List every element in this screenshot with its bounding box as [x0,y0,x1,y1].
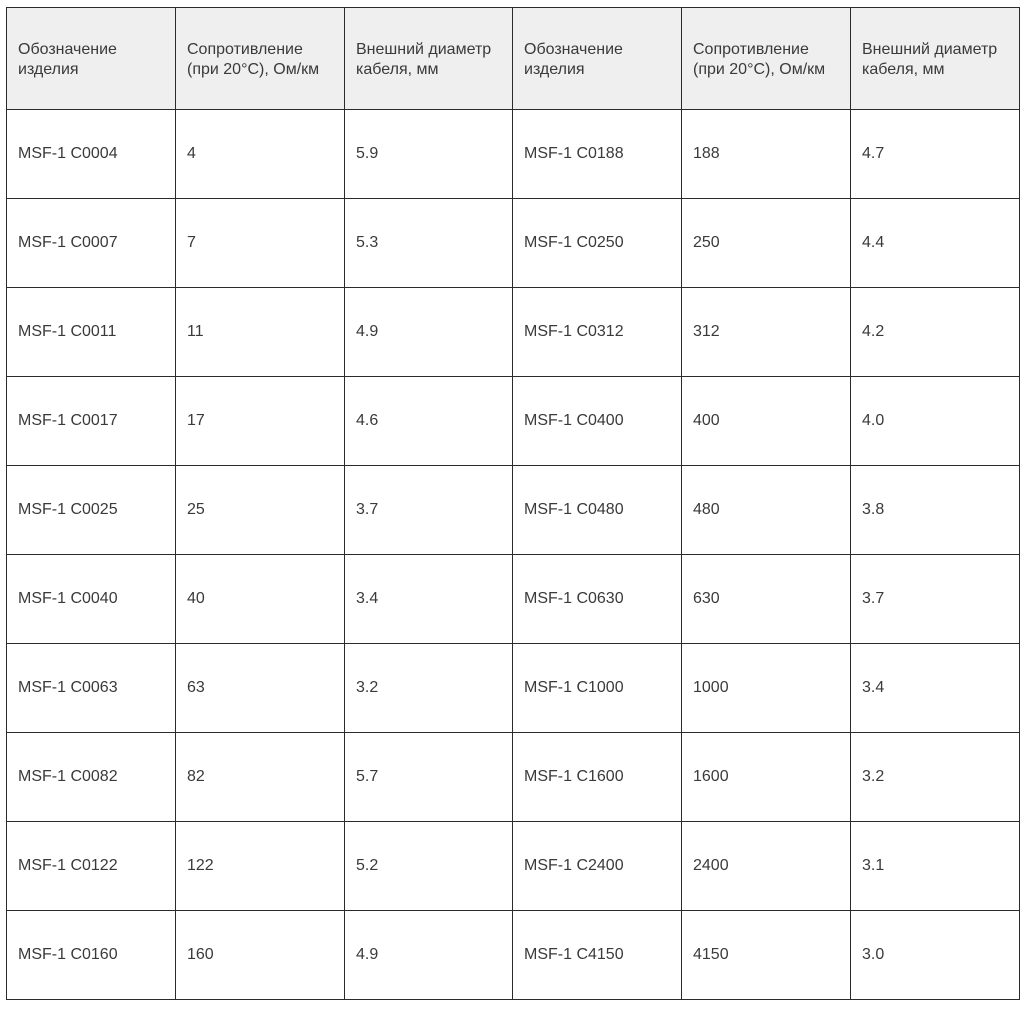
product-designation-cell: MSF-1 C0188 [513,110,682,199]
resistance-cell: 25 [176,466,345,555]
product-designation-cell: MSF-1 C0017 [7,377,176,466]
outer-diameter-cell: 3.7 [851,555,1020,644]
product-designation-cell: MSF-1 C1000 [513,644,682,733]
table-row [7,199,1020,288]
resistance-cell: 2400 [682,822,851,911]
table-row [7,377,1020,466]
product-designation-cell: MSF-1 C0122 [7,822,176,911]
outer-diameter-cell: 5.3 [345,199,513,288]
outer-diameter-cell: 3.2 [345,644,513,733]
resistance-cell: 188 [682,110,851,199]
product-designation-cell: MSF-1 C2400 [513,822,682,911]
resistance-cell: 630 [682,555,851,644]
header-product-designation-left: Обозначение изделия [7,8,176,110]
product-designation-cell: MSF-1 C0400 [513,377,682,466]
header-outer-diameter-left: Внешний диаметр кабеля, мм [345,8,513,110]
resistance-cell: 1600 [682,733,851,822]
product-designation-cell: MSF-1 C0040 [7,555,176,644]
table-row [7,911,1020,1000]
product-designation-cell: MSF-1 C0312 [513,288,682,377]
resistance-cell: 17 [176,377,345,466]
product-designation-cell: MSF-1 C0007 [7,199,176,288]
product-designation-cell: MSF-1 C0160 [7,911,176,1000]
outer-diameter-cell: 3.8 [851,466,1020,555]
resistance-cell: 82 [176,733,345,822]
outer-diameter-cell: 3.2 [851,733,1020,822]
outer-diameter-cell: 3.7 [345,466,513,555]
resistance-cell: 4150 [682,911,851,1000]
table-row [7,110,1020,199]
resistance-cell: 40 [176,555,345,644]
resistance-cell: 122 [176,822,345,911]
outer-diameter-cell: 4.9 [345,288,513,377]
product-designation-cell: MSF-1 C0480 [513,466,682,555]
outer-diameter-cell: 4.4 [851,199,1020,288]
outer-diameter-cell: 4.2 [851,288,1020,377]
resistance-cell: 480 [682,466,851,555]
product-designation-cell: MSF-1 C0063 [7,644,176,733]
resistance-cell: 400 [682,377,851,466]
table-body [7,110,1020,1000]
header-resistance-left: Сопротивление (при 20°С), Ом/км [176,8,345,110]
product-designation-cell: MSF-1 C1600 [513,733,682,822]
resistance-cell: 63 [176,644,345,733]
table-row [7,822,1020,911]
header-row [7,8,1020,110]
outer-diameter-cell: 4.7 [851,110,1020,199]
product-designation-cell: MSF-1 C0025 [7,466,176,555]
resistance-cell: 312 [682,288,851,377]
resistance-cell: 1000 [682,644,851,733]
table-row [7,733,1020,822]
resistance-cell: 4 [176,110,345,199]
outer-diameter-cell: 5.2 [345,822,513,911]
outer-diameter-cell: 3.1 [851,822,1020,911]
header-resistance-right: Сопротивление (при 20°С), Ом/км [682,8,851,110]
table-row [7,555,1020,644]
product-designation-cell: MSF-1 C0250 [513,199,682,288]
table-row [7,644,1020,733]
outer-diameter-cell: 4.9 [345,911,513,1000]
resistance-cell: 160 [176,911,345,1000]
product-designation-cell: MSF-1 C0004 [7,110,176,199]
outer-diameter-cell: 3.4 [345,555,513,644]
table-row [7,466,1020,555]
resistance-cell: 7 [176,199,345,288]
outer-diameter-cell: 4.0 [851,377,1020,466]
product-designation-cell: MSF-1 C0011 [7,288,176,377]
header-outer-diameter-right: Внешний диаметр кабеля, мм [851,8,1020,110]
resistance-cell: 250 [682,199,851,288]
header-product-designation-right: Обозначение изделия [513,8,682,110]
outer-diameter-cell: 5.7 [345,733,513,822]
outer-diameter-cell: 3.0 [851,911,1020,1000]
resistance-cell: 11 [176,288,345,377]
product-designation-cell: MSF-1 C0630 [513,555,682,644]
product-designation-cell: MSF-1 C4150 [513,911,682,1000]
outer-diameter-cell: 5.9 [345,110,513,199]
outer-diameter-cell: 3.4 [851,644,1020,733]
table-header [7,8,1020,110]
outer-diameter-cell: 4.6 [345,377,513,466]
product-designation-cell: MSF-1 C0082 [7,733,176,822]
cable-spec-table [6,7,1020,1000]
table-row [7,288,1020,377]
